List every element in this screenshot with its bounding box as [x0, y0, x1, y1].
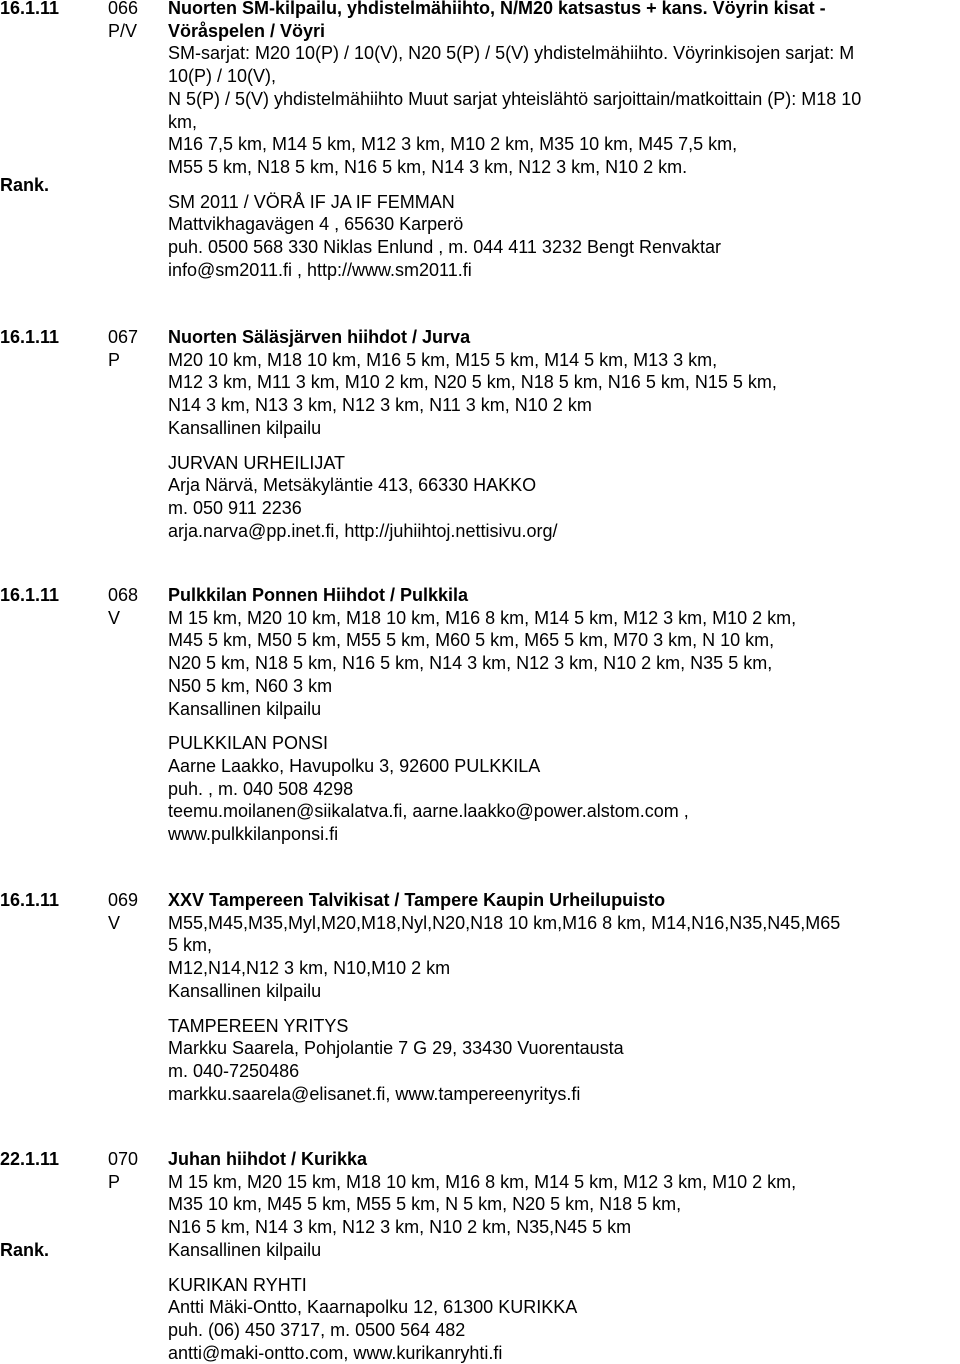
event-code — [108, 889, 138, 934]
series-line: M12,N14,N12 3 km, N10,M10 2 km — [168, 958, 451, 979]
series-line: M55,M45,M35,Myl,M20,M18,Nyl,N20,N18 10 km,M16 8 km, M14,N16,N35,N45,M65 — [168, 912, 841, 933]
event-title-line: Nuorten SM-kilpailu, yhdistelmähiihto, N/M20 katsastus + kans. Vöyrin kisat - — [168, 0, 826, 18]
organizer-web[interactable]: arja.narva@pp.inet.fi, http://juhiihtoj.nettisivu.org/ — [168, 520, 558, 541]
event-code — [108, 0, 138, 42]
event-code — [108, 326, 138, 371]
event-style: V — [108, 912, 121, 933]
event-date: 16.1.11 — [0, 0, 60, 18]
organizer-address: Arja Närvä, Metsäkyläntie 413, 66330 HAKKO — [168, 475, 537, 496]
event-title-line: Vöråspelen / Vöyri — [168, 20, 326, 41]
series-line: M20 10 km, M18 10 km, M16 5 km, M15 5 km, M14 5 km, M13 3 km, — [168, 349, 718, 370]
organizer-phone: m. 050 911 2236 — [168, 497, 302, 518]
series-line: M 15 km, M20 15 km, M18 10 km, M16 8 km, M14 5 km, M12 3 km, M10 2 km, — [168, 1171, 797, 1192]
organizer-name: TAMPEREEN YRITYS — [168, 1015, 349, 1036]
organizer-email[interactable]: teemu.moilanen@siikalatva.fi, aarne.laakko@power.alstom.com , — [168, 801, 689, 822]
event-title-line: Juhan hiihdot / Kurikka — [168, 1149, 368, 1169]
event-date: 22.1.11 — [0, 1149, 60, 1169]
series-line: SM-sarjat: M20 10(P) / 10(V), N20 5(P) / 5(V) yhdistelmähiihto. Vöyrinkisojen sarjat: M — [168, 43, 855, 64]
event-title-line: XXV Tampereen Talvikisat / Tampere Kaupin Urheilupuisto — [168, 890, 666, 910]
organizer-address: Mattvikhagavägen 4 , 65630 Karperö — [168, 214, 464, 235]
series-line: M35 10 km, M45 5 km, M55 5 km, N 5 km, N20 5 km, N18 5 km, — [168, 1194, 682, 1215]
organizer-name: KURIKAN RYHTI — [168, 1274, 307, 1295]
event-style: P — [108, 1171, 121, 1192]
organizer-address: Aarne Laakko, Havupolku 3, 92600 PULKKILA — [168, 755, 541, 776]
organizer-address: Antti Mäki-Ontto, Kaarnapolku 12, 61300 KURIKKA — [168, 1297, 578, 1318]
series-line: M55 5 km, N18 5 km, N16 5 km, N14 3 km, N12 3 km, N10 2 km. — [168, 156, 688, 177]
event-style: V — [108, 607, 121, 628]
event-code — [108, 584, 138, 629]
event-body — [168, 584, 948, 846]
organizer-web[interactable]: info@sm2011.fi , http://www.sm2011.fi — [168, 259, 472, 280]
series-line: Kansallinen kilpailu — [168, 1239, 322, 1260]
event-body — [168, 326, 948, 542]
series-line: Kansallinen kilpailu — [168, 417, 322, 438]
organizer-phone: puh. , m. 040 508 4298 — [168, 778, 354, 799]
series-line: M 15 km, M20 10 km, M18 10 km, M16 8 km, M14 5 km, M12 3 km, M10 2 km, — [168, 607, 797, 628]
rank-label: Rank. — [0, 1240, 50, 1260]
event-code — [108, 1148, 138, 1193]
organizer-name: JURVAN URHEILIJAT — [168, 452, 346, 473]
series-line: N50 5 km, N60 3 km — [168, 675, 333, 696]
organizer-web[interactable]: antti@maki-ontto.com, www.kurikanryhti.fi — [168, 1342, 503, 1363]
organizer-phone: puh. 0500 568 330 Niklas Enlund , m. 044 411 3232 Bengt Renvaktar — [168, 237, 722, 258]
event-number: 066 — [108, 0, 139, 18]
series-line: M12 3 km, M11 3 km, M10 2 km, N20 5 km, N18 5 km, N16 5 km, N15 5 km, — [168, 372, 777, 393]
event-date: 16.1.11 — [0, 890, 60, 910]
series-line: M45 5 km, M50 5 km, M55 5 km, M60 5 km, M65 5 km, M70 3 km, N 10 km, — [168, 630, 775, 651]
event-title-line: Pulkkilan Ponnen Hiihdot / Pulkkila — [168, 585, 469, 605]
series-line: km, — [168, 111, 197, 132]
event-body — [168, 889, 948, 1105]
event-title-line: Nuorten Säläsjärven hiihdot / Jurva — [168, 327, 471, 347]
rank-label: Rank. — [0, 175, 50, 195]
event-date: 16.1.11 — [0, 327, 60, 347]
event-number: 069 — [108, 890, 139, 910]
series-line: N20 5 km, N18 5 km, N16 5 km, N14 3 km, N12 3 km, N10 2 km, N35 5 km, — [168, 653, 773, 674]
series-line: N 5(P) / 5(V) yhdistelmähiihto Muut sarjat yhteislähtö sarjoittain/matkoittain (P): M18 10 — [168, 88, 862, 109]
organizer-phone: puh. (06) 450 3717, m. 0500 564 482 — [168, 1319, 466, 1340]
series-line: N14 3 km, N13 3 km, N12 3 km, N11 3 km, N10 2 km — [168, 395, 592, 416]
organizer-phone: m. 040-7250486 — [168, 1060, 300, 1081]
series-line: Kansallinen kilpailu — [168, 980, 322, 1001]
organizer-name: PULKKILAN PONSI — [168, 733, 329, 754]
organizer-web[interactable]: markku.saarela@elisanet.fi, www.tampereenyritys.fi — [168, 1083, 581, 1104]
event-body — [168, 0, 948, 281]
event-body — [168, 1148, 948, 1364]
event-style: P/V — [108, 20, 138, 41]
series-line: Kansallinen kilpailu — [168, 698, 322, 719]
event-number: 067 — [108, 327, 139, 347]
event-number: 070 — [108, 1149, 139, 1169]
series-line: M16 7,5 km, M14 5 km, M12 3 km, M10 2 km, M35 10 km, M45 7,5 km, — [168, 134, 738, 155]
series-line: 5 km, — [168, 935, 213, 956]
organizer-name: SM 2011 / VÖRÅ IF JA IF FEMMAN — [168, 191, 455, 212]
series-line: N16 5 km, N14 3 km, N12 3 km, N10 2 km, N35,N45 5 km — [168, 1217, 632, 1238]
organizer-address: Markku Saarela, Pohjolantie 7 G 29, 33430 Vuorentausta — [168, 1038, 624, 1059]
series-line: 10(P) / 10(V), — [168, 66, 277, 87]
organizer-web[interactable]: www.pulkkilanponsi.fi — [168, 824, 339, 845]
event-number: 068 — [108, 585, 139, 605]
event-date: 16.1.11 — [0, 585, 60, 605]
event-style: P — [108, 349, 121, 370]
